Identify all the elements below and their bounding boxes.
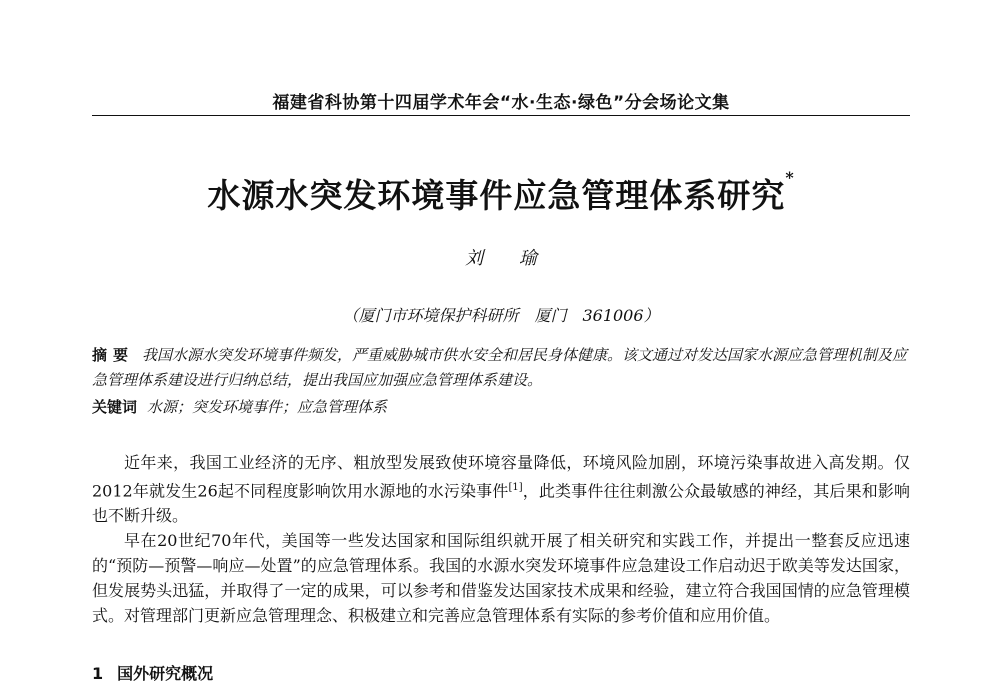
section-heading	[92, 661, 213, 684]
body-text	[92, 450, 910, 628]
keywords	[92, 396, 910, 417]
section-number: 1	[92, 664, 104, 683]
paper-title-text: 水源水突发环境事件应急管理体系研究	[207, 176, 786, 215]
keywords-label: 关键词	[92, 398, 138, 416]
paragraph: 早在20世纪70年代，美国等一些发达国家和国际组织就开展了相关研究和实践工作，并提出一整套反应迅速的“预防—预警—响应—处置”的应急管理体系。我国的水源水突发环境事件应急建设工作启动迟于欧美等发达国家，但发展势头迅猛，并取得了一定的成果，可以参考和借鉴发达国家技术成果和经验，建立符合我国国情的应急管理模式。对管理部门更新应急管理理念、积极建立和完善应急管理体系有实际的参考价值和应用价值。	[92, 531, 910, 626]
abstract	[92, 343, 910, 393]
running-header: 福建省科协第十四届学术年会“水·生态·绿色”分会场论文集	[272, 93, 730, 113]
paper-title	[92, 170, 910, 217]
keywords-text: 水源；突发环境事件；应急管理体系	[147, 398, 388, 416]
abstract-label: 摘要	[92, 346, 135, 364]
author-name: 刘 瑜	[465, 248, 537, 269]
abstract-text: 我国水源水突发环境事件频发，严重威胁城市供水安全和居民身体健康。该文通过对发达国家水源应急管理机制及应急管理体系建设进行归纳总结，提出我国应加强应急管理体系建设。	[92, 346, 908, 389]
citation-ref: [1]	[508, 482, 523, 493]
author-affiliation: （厦门市环境保护科研所 厦门 361006）	[342, 306, 660, 325]
header-rule	[92, 115, 910, 116]
paragraph	[92, 450, 910, 528]
paragraph-text: 近年来，我国工业经济的无序、粗放型发展致使环境容量降低，环境风险加剧，环境污染事故进入高发期。仅2012年就发生26起不同程度影响饮用水源地的水污染事件	[92, 453, 910, 501]
paragraph-text-cont: ，此类事件往往刺激公众最敏感的神经，其后果和影响也不断升级。	[92, 481, 910, 526]
section-title: 国外研究概况	[117, 664, 214, 683]
title-footnote-mark: *	[785, 168, 795, 187]
